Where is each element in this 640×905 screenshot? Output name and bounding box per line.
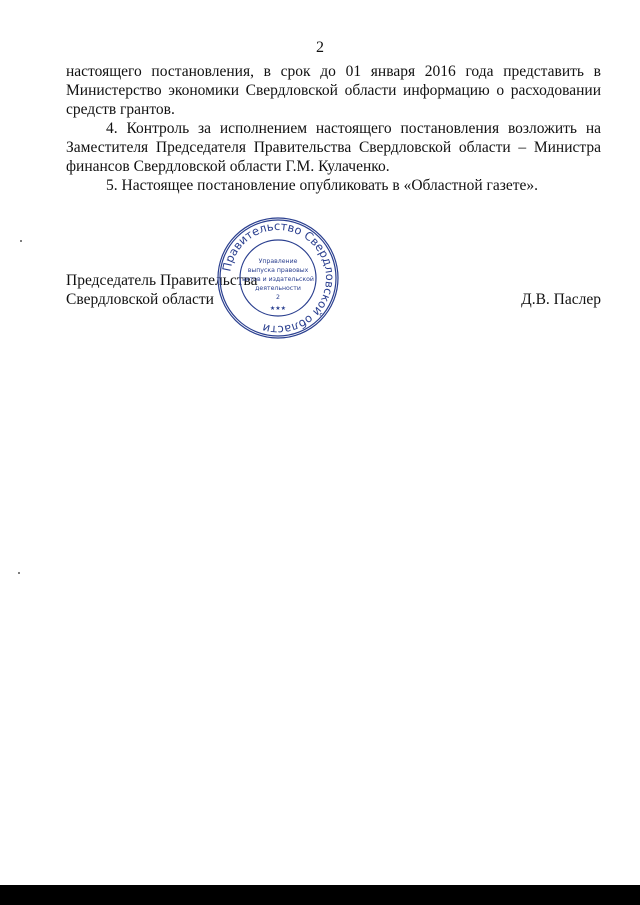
paragraph-4: 4. Контроль за исполнением настоящего постановления возложить на Заместителя Председателя Правительства Свердловской области – Министра финансов Свердловской области Г.М. Кулаченко. xyxy=(66,120,601,175)
official-seal-stamp xyxy=(216,216,340,340)
seal-inner-line-1: Управление xyxy=(258,258,298,265)
signer-title-line-2: Свердловской области xyxy=(66,291,214,308)
page-number: 2 xyxy=(316,39,324,56)
seal-outer-text: Правительство Свердловской области xyxy=(219,218,338,338)
seal-stars: ★★★ xyxy=(269,305,287,312)
document-body xyxy=(66,62,601,195)
seal-inner-line-3: актов и издательской xyxy=(242,276,314,283)
scan-bottom-edge xyxy=(0,885,640,905)
margin-speck xyxy=(20,240,22,242)
seal-inner-number: 2 xyxy=(276,294,280,301)
paragraph-continuation: настоящего постановления, в срок до 01 января 2016 года представить в Министерство экономики Свердловской области информацию о расходовании средств грантов. xyxy=(66,63,601,118)
margin-speck xyxy=(18,572,20,574)
signer-title-line-1: Председатель Правительства xyxy=(66,272,258,289)
paragraph-5: 5. Настоящее постановление опубликовать в «Областной газете». xyxy=(106,177,539,194)
seal-inner-line-4: деятельности xyxy=(255,285,301,292)
seal-inner-line-2: выпуска правовых xyxy=(247,267,309,274)
signer-name: Д.В. Паслер xyxy=(521,291,601,308)
